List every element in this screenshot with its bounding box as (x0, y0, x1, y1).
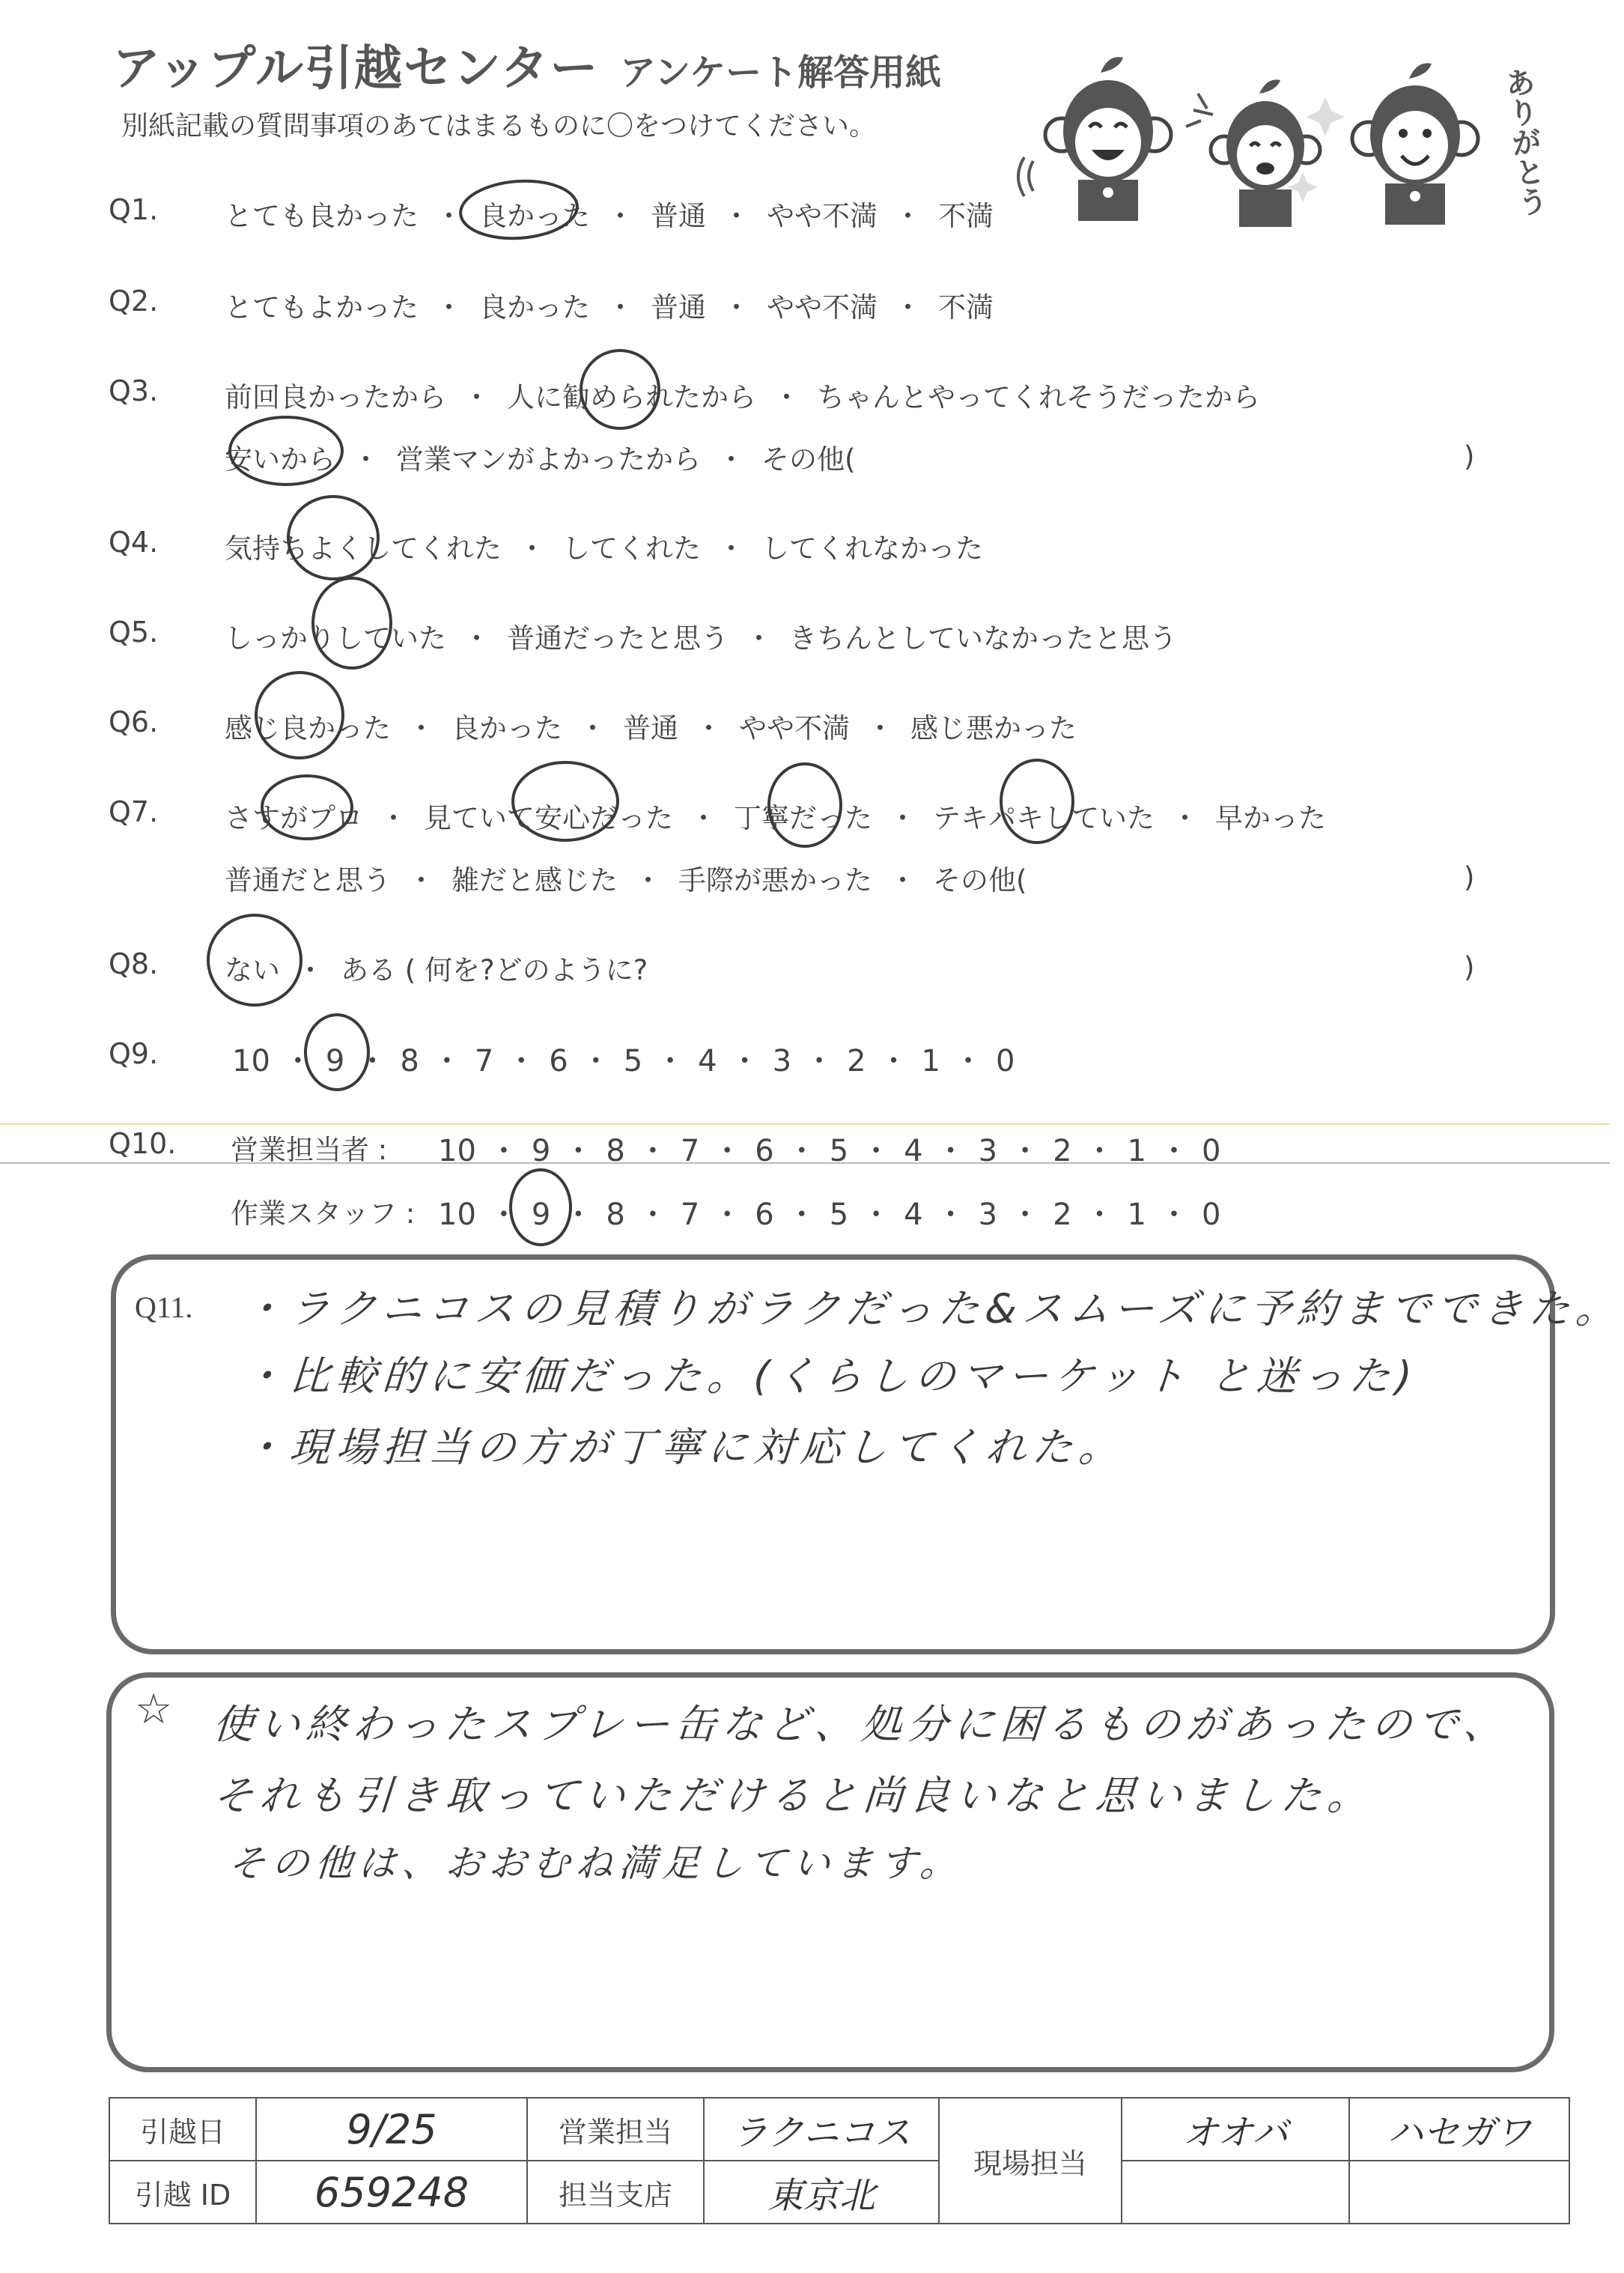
q10-staff-5[interactable]: 5 (829, 1198, 849, 1232)
q9-score-5[interactable]: 5 (623, 1044, 643, 1078)
q10-sales-2[interactable]: 2 (1053, 1134, 1072, 1168)
q10-sales-label: 営業担当者 : (231, 1134, 388, 1166)
q4-options: 気持ちよくしてくれた ・ してくれた ・ してくれなかった (225, 532, 983, 565)
q10-sales-1[interactable]: 1 (1127, 1134, 1146, 1168)
q7-answer-circle-3 (769, 764, 841, 846)
q10-sales-scale: 10 ・ 9 ・ 8 ・ 7 ・ 6 ・ 5 ・ 4 ・ 3 ・ 2 ・ 1 ・ 0 (438, 1134, 1221, 1168)
site-staff-empty-2[interactable] (1349, 2161, 1569, 2224)
q9-score-2[interactable]: 2 (847, 1044, 866, 1078)
q6-label: Q6. (109, 705, 159, 738)
q6-option-3[interactable]: 普通 (623, 712, 678, 744)
q7-options-row2: 普通だと思う ・ 雑だと感じた ・ 手際が悪かった ・ その他( (225, 864, 1027, 896)
move-info-table (109, 2097, 1570, 2224)
q11-comment-line-2: ・比較的に安価だった。(くらしのマーケット と迷った) (241, 1353, 1420, 1400)
branch-value[interactable]: 東京北 (704, 2161, 939, 2224)
q7-other-close: ) (1464, 861, 1475, 893)
q4-option-3[interactable]: してくれなかった (761, 532, 983, 565)
free-comment-line-2: それも引き取っていただけると尚良いなと思いました。 (211, 1772, 1375, 1819)
q3-option-5[interactable]: 営業マンがよかったから (396, 443, 701, 476)
q6-answer-circle (256, 673, 343, 758)
q7-option-other[interactable]: その他( (933, 864, 1027, 896)
q10-sales-8[interactable]: 8 (606, 1134, 625, 1168)
q7-option-4[interactable]: テキパキしていた (933, 802, 1155, 834)
star-icon: ☆ (135, 1685, 173, 1734)
q4-label: Q4. (109, 526, 159, 559)
free-comment-line-1: 使い終わったスプレー缶など、処分に困るものがあったので、 (211, 1701, 1512, 1748)
q4-option-1[interactable]: 気持ちよくしてくれた (225, 532, 502, 565)
q7-label: Q7. (109, 795, 159, 828)
move-date-value[interactable]: 9/25 (256, 2098, 527, 2161)
move-id-value[interactable]: 659248 (256, 2161, 527, 2224)
q1-option-1[interactable]: とても良かった (225, 200, 419, 232)
q3-option-other[interactable]: その他( (761, 443, 856, 476)
q1-option-4[interactable]: やや不満 (767, 200, 878, 232)
q10-staff-9[interactable]: 9 (531, 1198, 551, 1232)
q10-staff-7[interactable]: 7 (680, 1198, 700, 1232)
q3-other-close: ) (1464, 440, 1475, 473)
q7-option-3[interactable]: 丁寧だった (734, 802, 872, 834)
q2-label: Q2. (109, 285, 159, 318)
q10-staff-3[interactable]: 3 (978, 1198, 998, 1232)
q1-label: Q1. (109, 193, 159, 226)
q9-score-8[interactable]: 8 (400, 1044, 419, 1078)
q7-option-2[interactable]: 見ていて安心だった (424, 802, 673, 834)
q1-option-3[interactable]: 普通 (651, 200, 706, 232)
q5-answer-circle (313, 578, 391, 668)
q9-score-6[interactable]: 6 (549, 1044, 568, 1078)
q3-label: Q3. (109, 374, 159, 407)
move-id-label: 引越 ID (109, 2161, 256, 2224)
instructions: 別紙記載の質問事項のあてはまるものに〇をつけてください。 (121, 111, 877, 142)
q10-sales-3[interactable]: 3 (978, 1134, 998, 1168)
q8-option-none[interactable]: ない (225, 954, 280, 986)
q10-staff-4[interactable]: 4 (904, 1198, 923, 1232)
site-staff-1[interactable]: オオバ (1122, 2098, 1349, 2161)
q7-answer-circle-1 (262, 776, 352, 839)
q3-answer-circle-2 (230, 417, 342, 485)
q8-close: ) (1464, 951, 1475, 983)
q4-option-2[interactable]: してくれた (562, 532, 701, 565)
q5-option-2[interactable]: 普通だったと思う (507, 622, 729, 655)
q6-option-2[interactable]: 良かった (451, 712, 562, 744)
q10-staff-8[interactable]: 8 (606, 1198, 625, 1232)
sales-rep-label: 営業担当 (527, 2098, 704, 2161)
q1-option-2[interactable]: 良かった (479, 200, 590, 232)
q11-comment-line-3: ・現場担当の方が丁寧に対応してくれた。 (241, 1424, 1127, 1471)
q7-option-5[interactable]: 早かった (1215, 802, 1326, 834)
site-staff-label: 現場担当 (939, 2098, 1122, 2224)
q5-options: しっかりしていた ・ 普通だったと思う ・ きちんとしていなかったと思う (225, 622, 1177, 655)
mascot-text: ありがとう (1499, 65, 1549, 219)
q7-option-8[interactable]: 手際が悪かった (678, 864, 872, 896)
q8-option-yes[interactable]: ある ( 何を?どのように? (341, 954, 648, 986)
q4-answer-circle (288, 497, 378, 579)
q3-options-row1: 前回良かったから ・ 人に勧められたから ・ ちゃんとやってくれそうだったから (225, 381, 1260, 413)
q10-staff-scale: 10 ・ 9 ・ 8 ・ 7 ・ 6 ・ 5 ・ 4 ・ 3 ・ 2 ・ 1 ・ 0 (438, 1198, 1221, 1232)
q1-answer-circle (459, 177, 580, 243)
q6-option-1[interactable]: 感じ良かった (225, 712, 391, 744)
q5-option-1[interactable]: しっかりしていた (225, 622, 446, 655)
q8-label: Q8. (109, 947, 159, 980)
q10-staff-1[interactable]: 1 (1127, 1198, 1146, 1232)
move-date-label: 引越日 (109, 2098, 256, 2161)
q3-option-4[interactable]: 安いから (225, 443, 335, 476)
q8-answer-circle (208, 915, 301, 1005)
q5-label: Q5. (109, 616, 159, 649)
q3-option-1[interactable]: 前回良かったから (225, 381, 446, 413)
q7-option-1[interactable]: さすがプロ (225, 802, 363, 834)
form-title: アンケート解答用紙 (620, 52, 942, 94)
q2-option-1[interactable]: とてもよかった (225, 291, 419, 324)
q7-option-7[interactable]: 雑だと感じた (451, 864, 618, 896)
site-staff-2[interactable]: ハセガワ (1349, 2098, 1569, 2161)
q10-staff-0[interactable]: 0 (1201, 1198, 1221, 1232)
q6-option-5[interactable]: 感じ悪かった (910, 712, 1077, 744)
q11-comment-line-1: ・ラクニコスの見積りがラクだった&スムーズに予約までできた。 (241, 1285, 1624, 1332)
q11-label: Q11. (135, 1290, 193, 1324)
q2-option-4[interactable]: やや不満 (767, 291, 878, 324)
q7-option-6[interactable]: 普通だと思う (225, 864, 391, 896)
q2-option-2[interactable]: 良かった (479, 291, 590, 324)
q6-options: 感じ良かった ・ 良かった ・ 普通 ・ やや不満 ・ 感じ悪かった (225, 712, 1077, 744)
q10-staff-10[interactable]: 10 (438, 1198, 476, 1232)
q9-score-1[interactable]: 1 (921, 1044, 940, 1078)
q9-score-9[interactable]: 9 (325, 1044, 345, 1078)
q9-scale: 10 ・ 9 ・ 8 ・ 7 ・ 6 ・ 5 ・ 4 ・ 3 ・ 2 ・ 1 ・ 0 (232, 1044, 1015, 1078)
q10-staff-label: 作業スタッフ : (231, 1198, 416, 1230)
q7-answer-circle-4 (1001, 760, 1073, 843)
company-title: アップル引越センター (112, 41, 600, 97)
q8-options: ない ・ ある ( 何を?どのように? (225, 954, 648, 986)
q3-option-3[interactable]: ちゃんとやってくれそうだったから (817, 381, 1260, 413)
q9-score-3[interactable]: 3 (772, 1044, 792, 1078)
q10-staff-2[interactable]: 2 (1053, 1198, 1072, 1232)
q1-options: とても良かった ・ 良かった ・ 普通 ・ やや不満 ・ 不満 (225, 200, 994, 232)
q10-staff-answer-circle (511, 1170, 571, 1245)
q10-sales-0[interactable]: 0 (1201, 1134, 1221, 1168)
q9-score-10[interactable]: 10 (232, 1044, 270, 1078)
q3-options-row2: 安いから ・ 営業マンがよかったから ・ その他( (225, 443, 856, 476)
q2-option-5[interactable]: 不満 (938, 291, 994, 324)
branch-label: 担当支店 (527, 2161, 704, 2224)
q10-sales-7[interactable]: 7 (680, 1134, 700, 1168)
q3-option-2[interactable]: 人に勧められたから (507, 381, 756, 413)
q5-option-3[interactable]: きちんとしていなかったと思う (789, 622, 1177, 655)
q10-sales-9[interactable]: 9 (531, 1134, 551, 1168)
q10-sales-4[interactable]: 4 (904, 1134, 923, 1168)
q2-option-3[interactable]: 普通 (651, 291, 706, 324)
q1-option-5[interactable]: 不満 (938, 200, 994, 232)
q9-score-4[interactable]: 4 (698, 1044, 717, 1078)
sales-rep-value[interactable]: ラクニコス (704, 2098, 939, 2161)
free-comment-line-3: その他は、おおむね満足しています。 (226, 1842, 965, 1885)
q6-option-4[interactable]: やや不満 (739, 712, 850, 744)
q10-sales-6[interactable]: 6 (755, 1134, 774, 1168)
q10-label: Q10. (109, 1127, 177, 1160)
q10-sales-5[interactable]: 5 (829, 1134, 849, 1168)
q9-score-7[interactable]: 7 (474, 1044, 494, 1078)
site-staff-empty-1[interactable] (1122, 2161, 1349, 2224)
q9-label: Q9. (109, 1037, 159, 1070)
q7-options-row1: さすがプロ ・ 見ていて安心だった ・ 丁寧だった ・ テキパキしていた ・ 早かった (225, 802, 1326, 834)
q9-score-0[interactable]: 0 (995, 1044, 1015, 1078)
q3-answer-circle-1 (581, 350, 659, 428)
q2-options: とてもよかった ・ 良かった ・ 普通 ・ やや不満 ・ 不満 (225, 291, 994, 324)
q9-answer-circle (305, 1015, 368, 1090)
q7-answer-circle-2 (513, 762, 618, 840)
q10-staff-6[interactable]: 6 (755, 1198, 774, 1232)
q10-sales-10[interactable]: 10 (438, 1134, 476, 1168)
